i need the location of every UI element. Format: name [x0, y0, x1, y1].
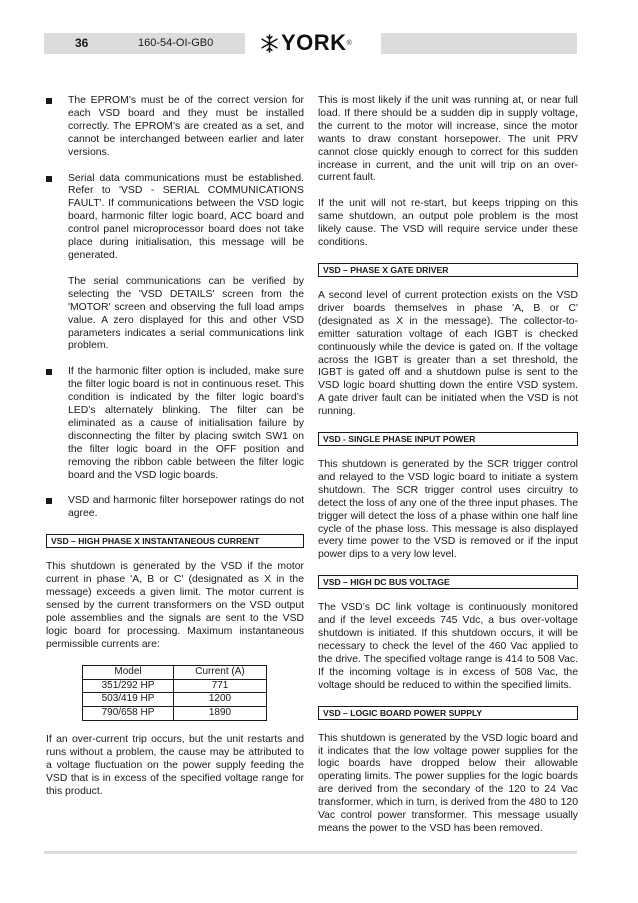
document-code: 160-54-OI-GB0 — [138, 37, 214, 49]
logo-registered-mark: ® — [346, 39, 352, 47]
current-limits-table — [82, 665, 267, 722]
page-number: 36 — [75, 36, 89, 50]
bullet-square-icon — [46, 498, 52, 504]
bullet-square-icon — [46, 176, 52, 182]
footer-rule — [44, 851, 577, 854]
bullet-item — [46, 173, 304, 354]
table-header-row — [83, 665, 267, 679]
bullet-text: Serial data communications must be established. Refer to 'VSD - SERIAL COMMUNICATIONS FAULT'. If communications between the VSD logic board, harmonic filter logic board, ACC board and control panel microprocessor board does not take place during initialisation, this message will be generated. — [68, 172, 304, 261]
paragraph: If an over-current trip occurs, but the unit restarts and runs without a problem, the cause may be attributed to a voltage fluctuation on the power supply feeding the VSD that is in excess of the specified voltage range for this product. — [46, 734, 304, 797]
paragraph: A second level of current protection exists on the VSD driver boards themselves in phase 'A, B or C' (designated as X in the message). The collector-to-emitter saturation voltage of each IGBT is checked continuously while the device is gated on. If the voltage across the IGBT is greater than a set threshold, the IGBT is gated off and a shutdown pulse is sent to the VSD logic board shutting down the entire VSD system. A gate driver fault can be initiated when the VSD is not running. — [318, 289, 578, 418]
paragraph: This shutdown is generated by the VSD if the motor current in phase 'A, B or C' (designated as X in the message) exceeds a given limit. The motor current is sensed by the current transformers on the VSD output pole assemblies and the signals are sent to the VSD logic board for processing. Maximum instantaneous permissible currents are: — [46, 561, 304, 650]
table-row — [83, 679, 267, 693]
section-heading: VSD – LOGIC BOARD POWER SUPPLY — [318, 706, 578, 720]
section-heading: VSD - SINGLE PHASE INPUT POWER — [318, 432, 578, 446]
table-header-model: Model — [83, 665, 174, 679]
section-heading: VSD – HIGH PHASE X INSTANTANEOUS CURRENT — [46, 534, 304, 548]
right-column — [318, 95, 578, 849]
table-cell: 771 — [174, 679, 267, 693]
table-cell: 503/419 HP — [83, 693, 174, 707]
table-cell: 351/292 HP — [83, 679, 174, 693]
left-column — [46, 95, 304, 812]
paragraph: If the unit will not re-start, but keeps tripping on this same shutdown, an output pole problem is the most likely cause. The VSD will require service under these conditions. — [318, 198, 578, 249]
table-cell: 1200 — [174, 693, 267, 707]
table-header-current: Current (A) — [174, 665, 267, 679]
paragraph: This shutdown is generated by the VSD logic board and it indicates that the low voltage power supplies for the logic boards have dropped below their allowable operating limits. The power supplies for the logic boards are derived from the secondary of the 120 to 24 Vac transformer, which in turn, is derived from the 480 to 120 Vac control power transformer. This message usually means the power to the VSD has been removed. — [318, 732, 578, 834]
section-heading: VSD – PHASE X GATE DRIVER — [318, 263, 578, 277]
header-bar-right — [381, 33, 577, 54]
paragraph: The VSD’s DC link voltage is continuously monitored and if the level exceeds 745 Vdc, a bus over-voltage shutdown is initiated. If this shutdown occurs, it will be necessary to check the level of the 460 Vac applied to the drive. The specified voltage range is 414 to 508 Vac. If the incoming voltage is in excess of 508 Vac, the voltage should be reduced to within the specified limits. — [318, 602, 578, 691]
paragraph: This is most likely if the unit was running at, or near full load. If there should be a sudden dip in supply voltage, the current to the motor will increase, since the motor wants to draw constant horsepower. The unit PRV cannot close quickly enough to correct for this sudden increase in current, and the unit will trip on an over-current fault. — [318, 95, 578, 184]
table-cell: 790/658 HP — [83, 707, 174, 721]
table-row — [83, 707, 267, 721]
bullet-item — [46, 366, 304, 482]
bullet-text: If the harmonic filter option is included, make sure the filter logic board is not in continuous reset. This condition is indicated by the filter logic board’s LED’s alternately blinking. The filter can be eliminated as a cause of initialisation failure by disconnecting the filter by placing switch SW1 on the filter logic board in the OFF position and removing the ribbon cable between the filter logic board and the VSD logic boards. — [68, 366, 304, 481]
logo-wordmark: YORK — [281, 30, 347, 55]
bullet-square-icon — [46, 369, 52, 375]
bullet-text: VSD and harmonic filter horsepower ratings do not agree. — [68, 495, 304, 520]
table-row — [83, 693, 267, 707]
table-cell: 1890 — [174, 707, 267, 721]
york-logo — [260, 31, 352, 55]
bullet-item — [46, 495, 304, 521]
paragraph: This shutdown is generated by the SCR trigger control and relayed to the VSD logic board to initiate a system shutdown. The SCR trigger control uses circuitry to detect the loss of any one of the three input phases. The trigger will detect the loss of a phase within one half line cycle of the phase loss. This message is also displayed every time power to the VSD is removed or if the input power dips to a very low level. — [318, 459, 578, 561]
snowflake-icon — [260, 34, 279, 53]
bullet-square-icon — [46, 98, 52, 104]
section-heading: VSD – HIGH DC BUS VOLTAGE — [318, 575, 578, 589]
bullet-subparagraph: The serial communications can be verified by selecting the 'VSD DETAILS' screen from the 'MOTOR' screen and observing the full load amps value. A zero displayed for this and other VSD parameters indicates a serial communications link problem. — [68, 275, 304, 352]
bullet-item — [46, 95, 304, 160]
bullet-text: The EPROM’s must be of the correct version for each VSD board and they must be installed correctly. The EPROM’s are created as a set, and cannot be interchanged between earlier and later versions. — [68, 95, 304, 158]
